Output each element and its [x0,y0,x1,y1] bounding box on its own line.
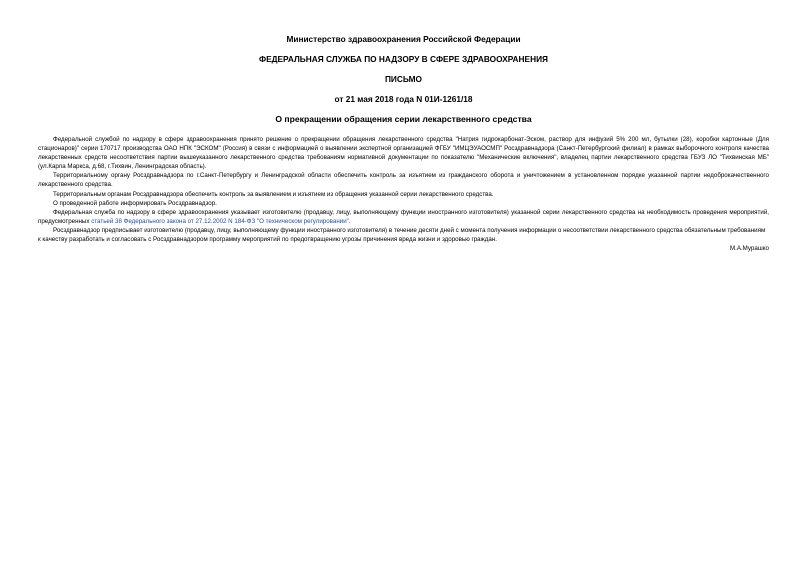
document-date-number: от 21 мая 2018 года N 01И-1261/18 [334,94,473,104]
paragraph-territorial-spb: Территориальному органу Росздравнадзора по г.Санкт-Петербургу и Ленинградской области обеспечить контроль за изъятием из гражданского оборота и уничтожением в установленном порядке указанной партии недоброкачественного лекарственного средства. [38,172,769,189]
law-text-before: Федеральная служба по надзору в сфере здравоохранения указывает изготовителю (продавцу, лицу, выполняющему функции иностранного изготовителя) указанной серии лекарственного средства на необходимость проведения мероприятий, предусмотренных [38,208,769,225]
document-page [38,34,769,253]
paragraph-prescription: Росздравнадзор предписывает изготовителю (продавцу, лицу, выполняющему функции иностранного изготовителя) в течение десяти дней с момента получения информации о несоответствии лекарственного средства обязательным требованиям к качеству разработать и согласовать с Росздравнадзором программу мероприятий по предотвращению угрозы причинения вреда жизни и здоровью граждан. [38,226,766,244]
paragraph-territorial-all: Территориальным органам Росздравнадзора обеспечить контроль за выявлением и изъятием из обращения указанной серии лекарственного средства. [53,190,494,198]
paragraph-report: О проведенной работе информировать Росздравнадзор. [53,199,217,207]
signature: М.А.Мурашко [729,245,769,253]
service-name: ФЕДЕРАЛЬНАЯ СЛУЖБА ПО НАДЗОРУ В СФЕРЕ ЗДРАВООХРАНЕНИЯ [259,54,548,64]
document-subject: О прекращении обращения серии лекарственного средства [275,114,532,124]
document-body [38,135,769,253]
document-type: ПИСЬМО [384,74,423,84]
law-link[interactable]: статьей 38 Федерального закона от 27.12.2002 N 184-ФЗ "О техническом регулировании" [91,217,349,225]
law-text-after: . [348,217,351,225]
paragraph-law-reference [38,208,769,226]
paragraph-decision: Федеральной службой по надзору в сфере здравоохранения принято решение о прекращении обращения лекарственного средства "Натрия гидрокарбонат-Эском, раствор для инфузий 5% 200 мл, бутылки (28), коробки картонные (Для стационаров)" серии 170717 производства ОАО НПК "ЭСКОМ" (Россия) в связи с информацией о выявлении экспертной организацией ФГБУ "ИМЦЭУАОСМП" Росздравнадзора (Санкт-Петербургский филиал) в рамках выборочного контроля качества лекарственных средств несоответствия партии вышеуказанного лекарственного средства требованиям нормативной документации по показателю "Механические включения", владелец партии лекарственного средства ГБУЗ ЛО "Тихвинская МБ" (ул.Карла Маркса, д.68, г.Тихвин, Ленинградская область). [38,136,769,171]
ministry-name: Министерство здравоохранения Российской Федерации [286,34,521,44]
